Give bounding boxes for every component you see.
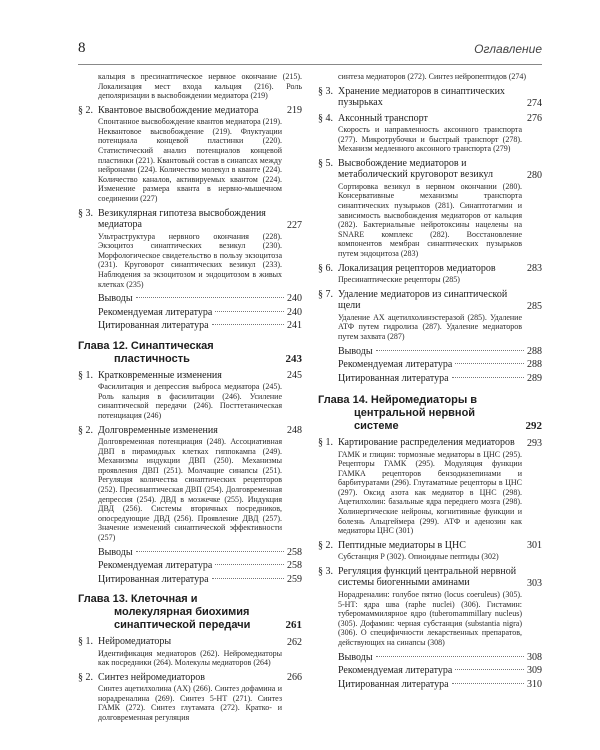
chapter-title: Глава 12. Синаптическая пластичность [78, 339, 214, 365]
page-ref: 240 [287, 306, 302, 318]
section-number: § 7. [318, 288, 333, 300]
toc-entry [318, 652, 542, 664]
entry-title: Рекомендуемая литература [338, 665, 453, 676]
chapter-title: Глава 13. Клеточная и молекулярная биохимия синаптической передачи [78, 593, 251, 632]
page-ref: 308 [527, 651, 542, 663]
section-title: Долговременные изменения [98, 424, 218, 436]
section-title: Картирование распределения медиаторов [338, 437, 515, 448]
subsection-list: Скорость и направленность аксонного транспорта (277). Микротрубочки и быстрый транспорт (278). Механизм медленного аксонного транспорта (279) [338, 125, 522, 154]
toc-entry [318, 437, 542, 449]
toc-entry [78, 105, 302, 117]
section-title: Нейромедиаторы [98, 636, 172, 648]
toc-entry [78, 370, 302, 382]
toc-entry [78, 636, 302, 648]
toc-entry [78, 560, 302, 572]
subsection-list: Спонтанное высвобождение квантов медиатора (219). Неквантовое высвобождение (219). Флуктуации потенциала концевой пластинки (220). Статистический анализ потенциалов концевой пластинки (221). Квантовый состав в синапсах между нейронами (224). Количество молекул в кванте (224). Количество каналов, активируемых квантом (224). Изменение размера кванта в нервно-мышечном соединении (227) [98, 117, 282, 204]
section-title: Синтез нейромедиаторов [98, 671, 205, 683]
section-title: Высвобождение медиаторов и метаболический круговорот везикул [338, 157, 493, 181]
entry-title: Рекомендуемая литература [338, 359, 453, 370]
entry-title: Цитированная литература [98, 320, 209, 332]
entry-title: Выводы [98, 293, 133, 305]
page-header [78, 38, 542, 65]
subsection-list: Долговременная потенциация (248). Ассоциативная ДВП в пирамидных клетках гиппокампа (249). Механизмы индукции ДВП (250). Механизмы проявления ДВП (251). Молчащие синапсы (251). Регуляция количества синаптических рецепторов (252). Пресинаптическая ДВП (254). Долговременная депрессия (254). ДВД в мозжечке (255). Индукция ДВД (256). Системы вторичных посредников, опосредующие ДВД (256). Проявление ДВД (257). Значение изменений синаптической эффективности (257) [98, 437, 282, 542]
chapter-heading [318, 394, 542, 433]
toc-entry [318, 346, 542, 358]
section-title: Пептидные медиаторы в ЦНС [338, 539, 466, 551]
section-number: § 5. [318, 157, 333, 169]
page-ref: 219 [287, 105, 302, 117]
toc-entry [78, 547, 302, 559]
toc-right-column [318, 72, 542, 690]
section-title: Кратковременные изменения [98, 369, 222, 381]
page-ref: 243 [285, 352, 302, 365]
section-number: § 1. [78, 369, 93, 381]
page-ref: 309 [527, 665, 542, 676]
entry-title: Рекомендуемая литература [98, 306, 213, 318]
section-number: § 6. [318, 262, 333, 274]
page-ref: 262 [287, 636, 302, 648]
chapter-heading [78, 593, 302, 632]
page-ref: 261 [285, 619, 302, 632]
section-title: Везикулярная гипотеза высвобождения медиатора [98, 207, 266, 231]
section-title: Аксонный транспорт [338, 112, 428, 124]
entry-title: Цитированная литература [338, 372, 449, 384]
page-ref: 241 [287, 320, 302, 332]
entry-title: Выводы [98, 546, 133, 558]
toc-left-column [78, 72, 302, 723]
toc-continuation: кальция в пресинаптическое нервное окончание (215). Локализация мест входа кальция (216). Роль деполяризации в высвобождении медиатора (219) [98, 72, 302, 101]
page-ref: 288 [527, 345, 542, 357]
page-ref: 248 [287, 425, 302, 437]
section-number: § 2. [318, 539, 333, 551]
section-number: § 2. [78, 424, 93, 436]
subsection-list: Фасилитация и депрессия выброса медиатора (245). Роль кальция в фасилитации (246). Усиление синаптической передачи (246). Посттетаническая потенциация (246) [98, 382, 282, 420]
section-number: § 3. [318, 565, 333, 577]
subsection-list: Субстанция Р (302). Опиоидные пептиды (302) [338, 552, 499, 562]
toc-continuation: синтеза медиаторов (272). Синтез нейропептидов (274) [338, 72, 527, 81]
running-title: Оглавление [474, 42, 542, 56]
subsection-list: Ультраструктура нервного окончания (228). Экзоцитоз синаптических везикул (230). Морфологическое свидетельство в пользу экзоцитоза (231). Круговорот синаптических везикул (233). Наблюдения за экзоцитозом и эндоцитозом в живых клетках (235) [98, 231, 282, 289]
subsection-list: Сортировка везикул в нервном окончании (280). Консервативные механизмы транспорта синаптических пузырьков (281). Синаптотагмин и зависимость высвобождения медиаторов от кальция (282). Бактериальные нейротоксины нацелены на SNARE комплекс (282). Восстановление компонентов мембран синаптических пузырьков путем эндоцитоза (283) [338, 181, 522, 259]
section-number: § 1. [78, 636, 93, 648]
section-number: § 3. [78, 207, 93, 219]
page-ref: 258 [287, 546, 302, 558]
toc-entry [318, 359, 542, 371]
toc-entry [78, 425, 302, 437]
page-ref: 288 [527, 359, 542, 370]
toc-entry [78, 208, 302, 231]
page-ref: 280 [527, 169, 542, 181]
toc-entry [318, 86, 542, 109]
toc-entry [318, 540, 542, 552]
section-title: Локализация рецепторов медиаторов [338, 262, 496, 274]
page-ref: 258 [287, 560, 302, 572]
page-ref: 274 [527, 97, 542, 109]
entry-title: Выводы [338, 345, 373, 357]
subsection-list: Синтез ацетилхолина (АХ) (266). Синтез дофамина и норадреналина (269). Синтез 5-НТ (271). Синтез ГАМК (272). Синтез глутамата (272). Кратко- и долговременная регуляция [98, 684, 282, 723]
page-ref: 310 [527, 678, 542, 690]
toc-entry [78, 672, 302, 684]
entry-title: Цитированная литература [98, 573, 209, 585]
entry-title: Рекомендуемая литература [98, 560, 213, 572]
section-number: § 3. [318, 85, 333, 97]
section-number: § 4. [318, 112, 333, 124]
toc-entry [78, 320, 302, 332]
toc-entry [318, 566, 542, 589]
toc-entry [318, 289, 542, 312]
section-title: Квантовое высвобождение медиатора [98, 104, 259, 116]
toc-entry [78, 574, 302, 586]
page-ref: 292 [525, 420, 542, 432]
toc-entry [318, 373, 542, 385]
page-ref: 276 [527, 113, 542, 125]
toc-entry [318, 679, 542, 691]
page-ref: 240 [287, 293, 302, 305]
page-ref: 293 [527, 437, 542, 449]
page-ref: 283 [527, 263, 542, 275]
page-ref: 259 [287, 573, 302, 585]
section-number: § 2. [78, 104, 93, 116]
subsection-list: Пресинаптические рецепторы (285) [338, 275, 460, 285]
page-ref: 227 [287, 219, 302, 231]
page-ref: 303 [527, 577, 542, 589]
toc-entry [318, 113, 542, 125]
subsection-list: Идентификация медиаторов (262). Нейромедиаторы как посредники (264). Молекулы медиаторов (264) [98, 648, 282, 668]
subsection-list: ГАМК и глицин: тормозные медиаторы в ЦНС (295). Рецепторы ГАМК (295). Модуляция функции ГАМКA рецепторов бензодиазепинами и барбитуратами (296). Глутаматные рецепторы в ЦНС (297). Оксид азота как медиатор в ЦНС (298). Ацетилхолин: базальные ядра переднего мозга (298). Холинергические нейроны, когнитивные функции и болезнь Альцгеймера (299). АТФ и аденозин как медиаторы ЦНС (301) [338, 449, 522, 536]
section-number: § 1. [318, 437, 333, 448]
chapter-title: Глава 14. Нейромедиаторы в центральной нервной системе [318, 394, 478, 432]
toc-entry [318, 158, 542, 181]
section-title: Регуляция функций центральной нервной системы биогенными аминами [338, 565, 517, 589]
subsection-list: Норадреналин: голубое пятно (locus coeruleus) (305). 5-НТ: ядра шва (raphe nuclei) (306). Гистамин: туберомаммилярное ядро (tuberomammillary nucleus) (305). Дофамин: черная субстанция (substantia nigra) (306). О специфичности лекарственных препаратов, действующих на синапсы (308) [338, 589, 522, 647]
section-title: Хранение медиаторов в синаптических пузырьках [338, 85, 505, 109]
section-title: Удаление медиаторов из синаптической щели [338, 288, 508, 312]
entry-title: Выводы [338, 651, 373, 663]
toc-entry [318, 665, 542, 677]
subsection-list: Удаление АХ ацетилхолинэстеразой (285). Удаление АТФ путем гидролиза (287). Удаление медиаторов путем захвата (287) [338, 312, 522, 341]
page-ref: 285 [527, 300, 542, 312]
toc-entry [78, 307, 302, 319]
section-number: § 2. [78, 671, 93, 683]
toc-entry [318, 263, 542, 275]
page-ref: 245 [287, 370, 302, 382]
page-number: 8 [78, 40, 86, 56]
page-ref: 289 [527, 372, 542, 384]
page-ref: 266 [287, 672, 302, 684]
page-ref: 301 [527, 540, 542, 552]
chapter-heading [78, 340, 302, 366]
entry-title: Цитированная литература [338, 678, 449, 690]
toc-entry [78, 293, 302, 305]
